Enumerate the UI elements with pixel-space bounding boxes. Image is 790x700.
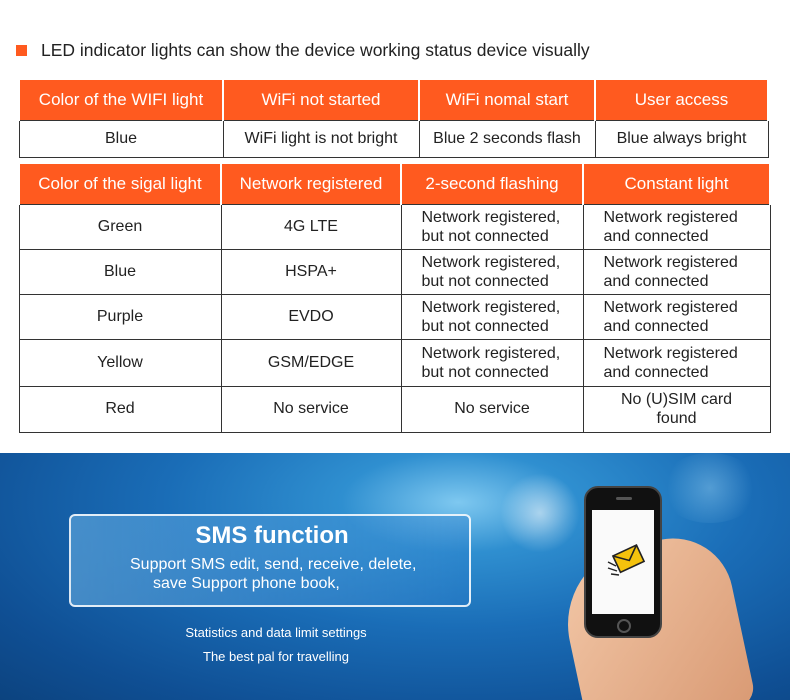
sms-feature-box — [69, 514, 471, 607]
signal-table-header-row — [19, 164, 770, 204]
sms-title: SMS function — [195, 522, 349, 549]
table-cell: Network registered, but not connected — [401, 339, 583, 386]
table-row — [19, 339, 770, 386]
table-cell: Blue — [19, 120, 223, 157]
section-heading — [16, 38, 590, 62]
table-cell: GSM/EDGE — [221, 339, 401, 386]
table-row — [19, 120, 768, 157]
light-glow — [660, 453, 760, 523]
sms-description-line: Support SMS edit, send, receive, delete, — [130, 556, 417, 573]
phone-speaker — [616, 497, 632, 500]
sms-description-line: save Support phone book, — [153, 575, 340, 592]
feature-footer-line: Statistics and data limit settings — [185, 625, 367, 640]
wifi-header-normal-start: WiFi nomal start — [419, 80, 595, 120]
signal-light-table — [18, 164, 771, 433]
table-cell: Network registered, but not connected — [401, 204, 583, 249]
table-row — [19, 204, 770, 249]
signal-header-constant: Constant light — [583, 164, 770, 204]
heading-text: LED indicator lights can show the device working status device visually — [41, 39, 590, 60]
signal-header-flashing: 2-second flashing — [401, 164, 583, 204]
table-cell: HSPA+ — [221, 249, 401, 294]
table-row — [19, 294, 770, 339]
wifi-header-not-started: WiFi not started — [223, 80, 419, 120]
table-cell: Purple — [19, 294, 221, 339]
table-cell: Blue 2 seconds flash — [419, 120, 595, 157]
home-button-icon — [617, 619, 631, 633]
table-cell: No service — [221, 386, 401, 432]
table-cell: Blue — [19, 249, 221, 294]
table-cell: No (U)SIM card found — [583, 386, 770, 432]
light-glow — [500, 473, 580, 553]
table-cell: Network registered and connected — [583, 204, 770, 249]
mail-icon — [606, 540, 646, 580]
feature-footer-line: The best pal for travelling — [203, 649, 349, 664]
wifi-header-color: Color of the WIFI light — [19, 80, 223, 120]
table-cell: 4G LTE — [221, 204, 401, 249]
table-cell: Network registered and connected — [583, 249, 770, 294]
signal-header-color: Color of the sigal light — [19, 164, 221, 204]
table-cell: WiFi light is not bright — [223, 120, 419, 157]
table-cell: EVDO — [221, 294, 401, 339]
phone-icon — [584, 486, 662, 638]
table-cell: Yellow — [19, 339, 221, 386]
table-row — [19, 249, 770, 294]
wifi-header-user-access: User access — [595, 80, 768, 120]
table-cell: Network registered and connected — [583, 294, 770, 339]
table-cell: Network registered, but not connected — [401, 249, 583, 294]
wifi-light-table — [18, 80, 769, 158]
square-bullet-icon — [16, 45, 27, 56]
table-cell: No service — [401, 386, 583, 432]
wifi-table-header-row — [19, 80, 768, 120]
table-cell: Network registered, but not connected — [401, 294, 583, 339]
table-cell: Red — [19, 386, 221, 432]
table-cell: Green — [19, 204, 221, 249]
table-cell: Blue always bright — [595, 120, 768, 157]
sms-banner — [0, 453, 790, 700]
phone-screen — [592, 510, 654, 614]
signal-header-registered: Network registered — [221, 164, 401, 204]
table-row — [19, 386, 770, 432]
table-cell: Network registered and connected — [583, 339, 770, 386]
